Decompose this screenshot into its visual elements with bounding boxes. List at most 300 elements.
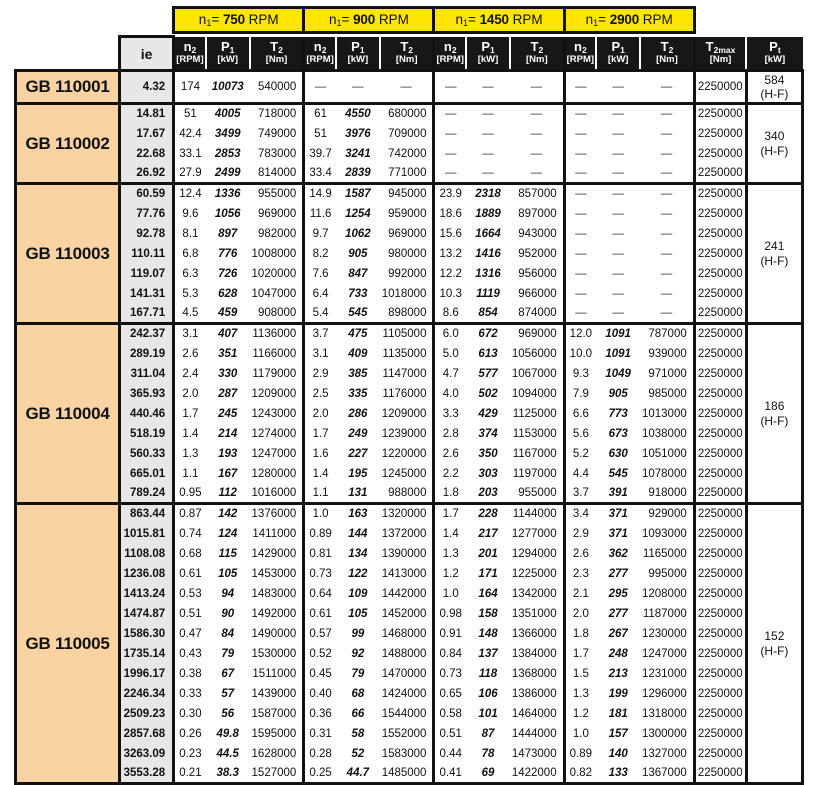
- p1-value: —: [596, 184, 640, 204]
- blank-top-right: [694, 8, 802, 33]
- pt-value: 340: [764, 129, 785, 144]
- p1-value: 1049: [605, 367, 631, 380]
- n2-value: 4.0: [434, 384, 466, 404]
- p1-value: 52: [351, 747, 365, 760]
- t2-value: 1239000: [381, 427, 427, 440]
- n2-value: 0.21: [174, 764, 206, 784]
- n2-value: 2.3: [564, 564, 596, 584]
- col-header-t2max: $T_{2max}$ [Nm]: [694, 37, 746, 71]
- table-row: [16, 484, 803, 504]
- t2-value: 1595000: [251, 727, 297, 740]
- t2-value: 1376000: [250, 504, 304, 524]
- t2-value: 1552000: [381, 727, 427, 740]
- n2-value: 3.3: [434, 404, 466, 424]
- p1-value: 140: [608, 747, 628, 760]
- t2-value: 1245000: [381, 467, 427, 480]
- p1-value: 101: [478, 707, 498, 720]
- ie-column-header: ie: [120, 37, 174, 71]
- n2-value: 1.7: [564, 644, 596, 664]
- ie-value: 2246.34: [120, 684, 174, 704]
- n2-value: 4.7: [434, 364, 466, 384]
- pt-cell: [746, 184, 802, 324]
- n2-value: —: [564, 104, 596, 124]
- p1-value: 38.3: [206, 764, 250, 784]
- table-row: [16, 564, 803, 584]
- n2-value: 0.31: [304, 724, 336, 744]
- p1-value: 245: [218, 407, 238, 420]
- t2-value: 1047000: [251, 287, 297, 300]
- t2max-value: 2250000: [694, 364, 746, 384]
- n2-value: 9.6: [174, 204, 206, 224]
- t2max-value: 2250000: [694, 684, 746, 704]
- n2-value: 0.64: [304, 584, 336, 604]
- p1-value: 409: [348, 347, 368, 360]
- n2-value: 0.98: [434, 604, 466, 624]
- t2max-value: 2250000: [694, 744, 746, 764]
- p1-value: 3976: [345, 127, 371, 140]
- n2-value: 10.3: [434, 284, 466, 304]
- t2-value: 742000: [388, 147, 427, 160]
- n2-value: 0.61: [174, 564, 206, 584]
- p1-value: 131: [348, 486, 368, 499]
- p1-value: 330: [218, 367, 238, 380]
- t2max-value: 2250000: [694, 204, 746, 224]
- gearbox-rating-table-wrap: [14, 6, 804, 785]
- speed-band-row: [16, 8, 803, 33]
- n2-value: 0.89: [564, 744, 596, 764]
- p1-value: —: [466, 71, 510, 104]
- col-header-t2-1450: $T_2$ [Nm]: [510, 37, 564, 71]
- p1-value: —: [466, 104, 510, 124]
- col-header-p1-900: $P_1$ [kW]: [336, 37, 380, 71]
- p1-value: 1254: [345, 207, 371, 220]
- t2-value: 1483000: [251, 587, 297, 600]
- n2-value: 0.53: [174, 584, 206, 604]
- t2-value: 959000: [388, 207, 427, 220]
- p1-value: 90: [221, 607, 235, 620]
- n2-value: 0.73: [434, 664, 466, 684]
- n2-value: 0.91: [434, 624, 466, 644]
- t2-value: 1125000: [512, 407, 557, 420]
- table-row: [16, 244, 803, 264]
- t2-value: 1587000: [251, 707, 297, 720]
- n2-value: 1.7: [304, 424, 336, 444]
- p1-value: 69: [466, 764, 510, 784]
- n2-value: 0.28: [304, 744, 336, 764]
- t2-value: 1231000: [641, 667, 687, 680]
- t2-value: 1280000: [251, 467, 297, 480]
- n2-value: 4.4: [564, 464, 596, 484]
- speed-header-750: $n_1= 750$ RPM: [174, 8, 304, 33]
- t2-value: 1165000: [642, 547, 687, 560]
- t2-value: 945000: [380, 184, 434, 204]
- n2-value: 9.3: [564, 364, 596, 384]
- t2-value: 1247000: [251, 447, 297, 460]
- t2-value: 1320000: [380, 504, 434, 524]
- t2-value: —: [530, 127, 543, 140]
- t2-value: 709000: [388, 127, 427, 140]
- n2-value: 0.40: [304, 684, 336, 704]
- p1-value: 171: [478, 567, 498, 580]
- table-row: [16, 124, 803, 144]
- col-header-n2-2900: $n_2$ [RPM]: [564, 37, 596, 71]
- n2-value: 3.1: [174, 324, 206, 344]
- n2-value: 174: [174, 71, 206, 104]
- table-header: [16, 8, 803, 71]
- p1-value: —: [612, 287, 624, 300]
- n2-value: 0.43: [174, 644, 206, 664]
- p1-value: 897: [218, 227, 238, 240]
- n2-value: —: [564, 164, 596, 184]
- table-row: [16, 324, 803, 344]
- t2-value: 1176000: [382, 387, 427, 400]
- t2-value: —: [660, 306, 673, 319]
- n2-value: 0.38: [174, 664, 206, 684]
- p1-value: 213: [608, 667, 628, 680]
- p1-value: 673: [608, 427, 628, 440]
- t2-value: —: [510, 71, 564, 104]
- n2-value: 0.26: [174, 724, 206, 744]
- t2-value: 1351000: [511, 607, 557, 620]
- ie-value: 167.71: [120, 304, 174, 324]
- n2-value: 8.2: [304, 244, 336, 264]
- n2-value: 3.7: [304, 324, 336, 344]
- p1-value: 167: [218, 467, 238, 480]
- p1-value: 105: [218, 567, 238, 580]
- p1-value: 374: [478, 427, 498, 440]
- p1-value: 905: [348, 247, 368, 260]
- p1-value: 3241: [345, 147, 371, 160]
- n2-value: —: [434, 104, 466, 124]
- t2-value: 1136000: [250, 324, 304, 344]
- t2-value: 955000: [518, 486, 557, 499]
- p1-value: 726: [218, 267, 238, 280]
- n2-value: —: [564, 304, 596, 324]
- n2-value: 0.30: [174, 704, 206, 724]
- n2-value: 0.82: [564, 764, 596, 784]
- n2-value: 0.58: [434, 704, 466, 724]
- n2-value: 6.6: [564, 404, 596, 424]
- p1-value: —: [482, 166, 494, 179]
- t2-value: 1220000: [381, 447, 427, 460]
- t2-value: 956000: [518, 267, 557, 280]
- t2-value: 1327000: [641, 747, 687, 760]
- table-row: [16, 284, 803, 304]
- t2max-value: 2250000: [694, 144, 746, 164]
- t2-value: 1424000: [381, 687, 427, 700]
- ie-value: 110.11: [120, 244, 174, 264]
- t2-value: —: [510, 104, 564, 124]
- ie-value: 77.76: [120, 204, 174, 224]
- p1-value: 351: [218, 347, 238, 360]
- speed-header-900: $n_1= 900$ RPM: [304, 8, 434, 33]
- col-header-n2-900: $n_2$ [RPM]: [304, 37, 336, 71]
- n2-value: 1.0: [564, 724, 596, 744]
- p1-value: 163: [336, 504, 380, 524]
- p1-value: 303: [478, 467, 498, 480]
- ie-value: 141.31: [120, 284, 174, 304]
- t2-value: 1342000: [511, 587, 557, 600]
- p1-value: 56: [221, 707, 235, 720]
- n2-value: 11.6: [304, 204, 336, 224]
- t2max-value: 2250000: [694, 604, 746, 624]
- t2-value: 1300000: [641, 727, 687, 740]
- t2-value: 1384000: [511, 647, 557, 660]
- pt-suffix: (H-F): [760, 413, 789, 428]
- p1-value: 335: [348, 387, 368, 400]
- p1-value: 1062: [345, 227, 371, 240]
- p1-value: 99: [351, 627, 365, 640]
- p1-value: —: [482, 147, 494, 160]
- p1-value: 3499: [214, 127, 241, 140]
- t2-value: 897000: [518, 207, 557, 220]
- p1-value: 195: [348, 467, 368, 480]
- model-cell: GB 110001: [16, 71, 120, 104]
- p1-value: 157: [608, 727, 628, 740]
- p1-value: 44.7: [336, 764, 380, 784]
- ie-value: 2509.23: [120, 704, 174, 724]
- n2-value: 10.0: [564, 344, 596, 364]
- table-row: [16, 524, 803, 544]
- ie-value: 3263.09: [120, 744, 174, 764]
- table-row: [16, 764, 803, 784]
- table-row: [16, 464, 803, 484]
- t2-value: 1013000: [641, 407, 687, 420]
- p1-value: 193: [218, 447, 238, 460]
- t2-value: 1530000: [251, 647, 297, 660]
- p1-value: 854: [478, 306, 498, 319]
- p1-value: —: [336, 71, 380, 104]
- t2-value: 787000: [640, 324, 694, 344]
- p1-value: 286: [348, 407, 368, 420]
- p1-value: 1119: [476, 287, 500, 300]
- t2-value: 1208000: [641, 587, 687, 600]
- table-row: [16, 504, 803, 524]
- p1-value: 429: [478, 407, 498, 420]
- n2-value: 0.51: [434, 724, 466, 744]
- ie-value: 242.37: [120, 324, 174, 344]
- n2-value: 2.4: [174, 364, 206, 384]
- t2-value: 783000: [257, 147, 297, 160]
- t2-value: 1422000: [510, 764, 564, 784]
- n2-value: —: [564, 204, 596, 224]
- n2-value: —: [434, 124, 466, 144]
- t2max-value: 2250000: [694, 124, 746, 144]
- p1-value: 137: [478, 647, 498, 660]
- t2-value: 1225000: [511, 567, 557, 580]
- t2-value: 814000: [257, 166, 297, 179]
- ie-value: 311.04: [120, 364, 174, 384]
- n2-value: —: [564, 184, 596, 204]
- p1-value: —: [612, 267, 624, 280]
- p1-value: 133: [596, 764, 640, 784]
- n2-value: 3.4: [564, 504, 596, 524]
- p1-value: 249: [348, 427, 368, 440]
- n2-value: 2.5: [304, 384, 336, 404]
- t2max-value: 2250000: [694, 304, 746, 324]
- p1-value: 87: [481, 727, 495, 740]
- t2-value: 1018000: [381, 287, 427, 300]
- t2-value: 952000: [518, 247, 557, 260]
- t2-value: 995000: [648, 567, 687, 580]
- t2max-value: 2250000: [694, 284, 746, 304]
- table-row: [16, 264, 803, 284]
- n2-value: 3.7: [564, 484, 596, 504]
- n2-value: 42.4: [174, 124, 206, 144]
- t2-value: 1008000: [251, 247, 297, 260]
- t2-value: 1105000: [380, 324, 434, 344]
- n2-value: 14.9: [304, 184, 336, 204]
- n2-value: 0.65: [434, 684, 466, 704]
- n2-value: 1.1: [174, 464, 206, 484]
- t2-value: 1187000: [642, 607, 687, 620]
- t2max-value: 2250000: [694, 264, 746, 284]
- t2-value: 718000: [250, 104, 304, 124]
- col-header-p1-750: $P_1$ [kW]: [206, 37, 250, 71]
- p1-value: —: [612, 247, 624, 260]
- t2-value: —: [640, 184, 694, 204]
- speed-header-1450: $n_1= 1450$ RPM: [434, 8, 564, 33]
- n2-value: 1.8: [564, 624, 596, 644]
- t2-value: 918000: [648, 486, 687, 499]
- t2-value: 1056000: [511, 347, 557, 360]
- p1-value: 362: [608, 547, 628, 560]
- pt-cell: [746, 324, 802, 504]
- p1-value: 776: [218, 247, 238, 260]
- t2max-value: 2250000: [694, 384, 746, 404]
- n2-value: 0.44: [434, 744, 466, 764]
- n2-value: 12.0: [564, 324, 596, 344]
- n2-value: 7.6: [304, 264, 336, 284]
- ie-value: 863.44: [120, 504, 174, 524]
- t2-value: 1094000: [511, 387, 557, 400]
- t2-value: 908000: [257, 306, 297, 319]
- p1-value: —: [612, 227, 624, 240]
- n2-value: 7.9: [564, 384, 596, 404]
- n2-value: 1.3: [174, 444, 206, 464]
- table-row: [16, 584, 803, 604]
- p1-value: 545: [348, 306, 368, 319]
- col-header-t2-750: $T_2$ [Nm]: [250, 37, 304, 71]
- t2-value: 1197000: [512, 467, 557, 480]
- table-row: [16, 364, 803, 384]
- table-row: [16, 624, 803, 644]
- p1-value: 181: [608, 707, 628, 720]
- table-row: [16, 224, 803, 244]
- p1-value: 267: [608, 627, 628, 640]
- t2-value: 966000: [518, 287, 557, 300]
- pt-cell: [746, 104, 802, 184]
- t2-value: 1473000: [511, 747, 557, 760]
- table-row: [16, 404, 803, 424]
- p1-value: —: [596, 71, 640, 104]
- p1-value: 2318: [466, 184, 510, 204]
- n2-value: —: [564, 124, 596, 144]
- p1-value: 2853: [214, 147, 241, 160]
- t2-value: 680000: [380, 104, 434, 124]
- t2-value: 1294000: [511, 547, 557, 560]
- pt-value: 186: [764, 399, 785, 414]
- n2-value: 2.9: [304, 364, 336, 384]
- t2max-value: 2250000: [694, 184, 746, 204]
- p1-value: 407: [206, 324, 250, 344]
- model-cell: GB 110003: [16, 184, 120, 324]
- n2-value: 0.41: [434, 764, 466, 784]
- n2-value: 1.0: [434, 584, 466, 604]
- col-header-t2-900: $T_2$ [Nm]: [380, 37, 434, 71]
- ie-value: 518.19: [120, 424, 174, 444]
- p1-value: 67: [221, 667, 235, 680]
- t2-value: 1167000: [512, 447, 557, 460]
- t2max-value: 2250000: [694, 564, 746, 584]
- n2-value: 2.8: [434, 424, 466, 444]
- table-row: [16, 104, 803, 124]
- t2-value: 939000: [648, 347, 687, 360]
- p1-value: —: [596, 104, 640, 124]
- n2-value: 0.89: [304, 524, 336, 544]
- ie-value: 560.33: [120, 444, 174, 464]
- p1-value: —: [612, 127, 624, 140]
- ie-value: 2857.68: [120, 724, 174, 744]
- t2-value: 749000: [257, 127, 297, 140]
- table-row: [16, 544, 803, 564]
- pt-suffix: (H-F): [760, 143, 789, 158]
- table-row: [16, 164, 803, 184]
- p1-value: 2839: [345, 166, 371, 179]
- table-row: [16, 71, 803, 104]
- t2max-value: 2250000: [694, 344, 746, 364]
- t2-value: 1318000: [641, 707, 687, 720]
- t2-value: 1386000: [511, 687, 557, 700]
- p1-value: 199: [608, 687, 628, 700]
- n2-value: 39.7: [304, 144, 336, 164]
- t2-value: 1147000: [382, 367, 427, 380]
- t2-value: 969000: [257, 207, 297, 220]
- pt-value: 584: [764, 72, 785, 87]
- n2-value: 0.33: [174, 684, 206, 704]
- col-header-n2-750: $n_2$ [RPM]: [174, 37, 206, 71]
- p1-value: 203: [478, 486, 498, 499]
- n2-value: 1.6: [304, 444, 336, 464]
- p1-value: 78: [481, 747, 495, 760]
- n2-value: 0.47: [174, 624, 206, 644]
- t2max-value: 2250000: [694, 644, 746, 664]
- n2-value: 2.2: [434, 464, 466, 484]
- n2-value: —: [564, 284, 596, 304]
- table-row: [16, 304, 803, 324]
- p1-value: 144: [348, 527, 368, 540]
- n2-value: 33.4: [304, 164, 336, 184]
- n2-value: 12.2: [434, 264, 466, 284]
- t2-value: 1490000: [251, 627, 297, 640]
- p1-value: 92: [351, 647, 365, 660]
- t2-value: 1277000: [511, 527, 557, 540]
- n2-value: 5.6: [564, 424, 596, 444]
- t2max-value: 2250000: [694, 664, 746, 684]
- t2-value: 1020000: [251, 267, 297, 280]
- p1-value: 277: [608, 567, 628, 580]
- t2-value: 771000: [388, 166, 427, 179]
- ie-value: 14.81: [120, 104, 174, 124]
- p1-value: —: [612, 207, 624, 220]
- t2-value: 1368000: [511, 667, 557, 680]
- n2-value: 1.2: [434, 564, 466, 584]
- ie-value: 1996.17: [120, 664, 174, 684]
- p1-value: 94: [221, 587, 235, 600]
- p1-value: 1336: [206, 184, 250, 204]
- n2-value: —: [434, 71, 466, 104]
- ie-value: 1735.14: [120, 644, 174, 664]
